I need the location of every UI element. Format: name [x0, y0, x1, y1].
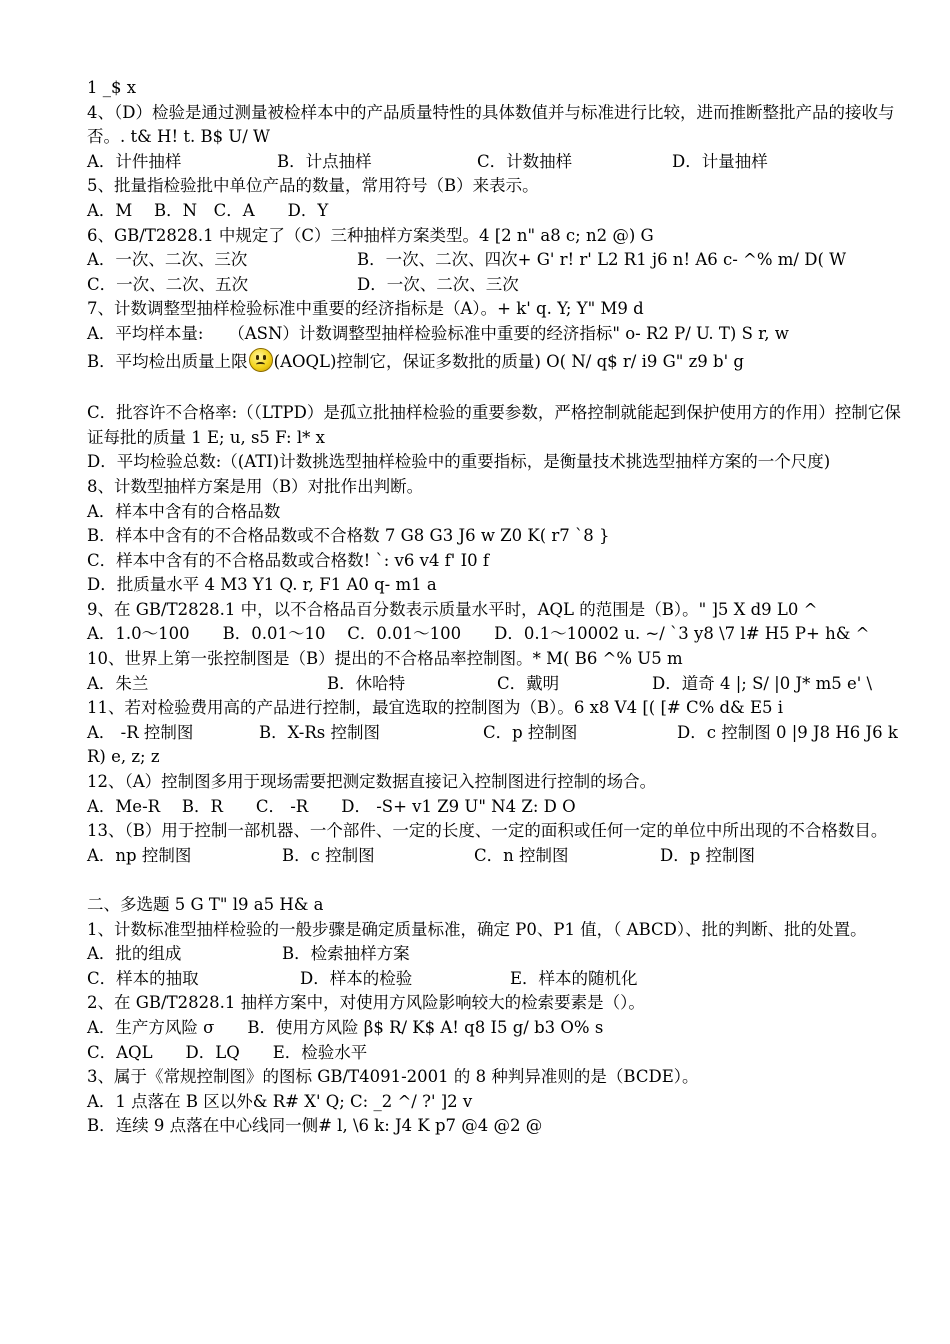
option-a: A．np 控制图 [87, 845, 192, 865]
question-12-stem: 12、（A）控制图多用于现场需要把测定数据直接记入控制图进行控制的场合。 [87, 772, 657, 792]
question-11-stem: 11、若对检验费用高的产品进行控制，最宜选取的控制图为（B）。6 x8 V4 [( [# C% d& E5 i [87, 698, 784, 718]
question-8-option-a: A．样本中含有的合格品数 [87, 501, 281, 521]
multi-question-3-option-b: B．连续 9 点落在中心线同一侧# l, \6 k: J4 K p7 @4 @2 @ [87, 1116, 543, 1136]
question-8-option-d: D．批质量水平 4 M3 Y1 Q. r, F1 A0 q- m1 a [87, 575, 437, 595]
option-a: A．一次、二次、三次 [87, 250, 248, 270]
question-12-options: A．Me-R B．R C． -R D． -S+ v1 Z9 U" N4 Z: D O [87, 796, 576, 816]
question-9-stem: 9、在 GB/T2828.1 中，以不合格品百分数表示质量水平时，AQL 的范围是（B）。" ]5 X d9 L0 ^ [87, 599, 818, 619]
option-c: C．计数抽样 [477, 151, 573, 171]
spacer [87, 868, 907, 893]
option-a: A．计件抽样 [87, 151, 182, 171]
option-d: D．计量抽样 [672, 151, 768, 171]
multi-question-1-options-ab [87, 942, 907, 967]
question-8-stem: 8、计数型抽样方案是用（B）对批作出判断。 [87, 476, 424, 496]
question-7-option-c: C．批容许不合格率:（（LTPD）是孤立批抽样检验的重要参数，严格控制就能起到保护使用方的作用）控制它保证每批的质量 1 E; u, s5 F: l* x [87, 403, 901, 447]
question-8-option-b: B．样本中含有的不合格品数或不合格数 7 G8 G3 J6 w Z0 K( r7 `8 } [87, 526, 610, 546]
question-10-options [87, 672, 907, 697]
option-c: C．样本的抽取 [87, 968, 199, 988]
question-5-options: A．M B．N C．A D．Y [87, 200, 329, 220]
spacer [87, 377, 907, 402]
multi-question-1-stem: 1、计数标准型抽样检验的一般步骤是确定质量标准，确定 P0、P1 值，（ ABCD）、批的判断、批的处置。 [87, 919, 867, 939]
question-6-stem: 6、GB/T2828.1 中规定了（C）三种抽样方案类型。4 [2 n" a8 c; n2 @) G [87, 225, 654, 245]
question-10-stem: 10、世界上第一张控制图是（B）提出的不合格品率控制图。* M( B6 ^% U5 m [87, 649, 683, 669]
multi-question-1-options-cde [87, 967, 907, 992]
header-line: 1 _$ x [87, 78, 137, 97]
option-a: A．朱兰 [87, 673, 149, 693]
question-13-stem: 13、（B）用于控制一部机器、一个部件、一定的长度、一定的面积或任何一定的单位中所出现的不合格数目。 [87, 821, 888, 841]
multi-question-2-options-ab: A．生产方风险 σ B．使用方风险 β$ R/ K$ A! q8 I5 g/ b3 O% s [87, 1017, 604, 1037]
question-4-stem: 4、（D）检验是通过测量被检样本中的产品质量特性的具体数值并与标准进行比较，进而推断整批产品的接收与否。. t& H! t. B$ U/ W [87, 102, 895, 147]
multi-question-2-stem: 2、在 GB/T2828.1 抽样方案中，对使用方风险影响较大的检索要素是（）。 [87, 993, 645, 1013]
question-6-options-cd [87, 273, 907, 298]
option-a: A． -R 控制图 [87, 722, 194, 742]
option-d: D．一次、二次、三次 [357, 274, 519, 294]
confused-smiley-icon [249, 348, 273, 372]
option-d: D．道奇 4 |; S/ |0 J* m5 e' \ [652, 673, 873, 693]
question-6-options-ab [87, 248, 907, 273]
multi-question-3-stem: 3、属于《常规控制图》的图标 GB/T4091-2001 的 8 种判异准则的是（BCDE）。 [87, 1067, 699, 1087]
option-d: D．样本的检验 [300, 968, 413, 988]
question-13-options [87, 844, 907, 869]
section-2-title: 二、多选题 5 G T" l9 a5 H& a [87, 895, 324, 914]
question-5-stem: 5、批量指检验批中单位产品的数量，常用符号（B）来表示。 [87, 176, 539, 196]
question-7-stem: 7、计数调整型抽样检验标准中重要的经济指标是（A）。+ k' q. Y; Y" M9 d [87, 299, 644, 319]
option-b: B．休哈特 [327, 673, 406, 693]
option-d: D．p 控制图 [660, 845, 756, 865]
option-b: B．计点抽样 [277, 151, 372, 171]
option-b: B．检索抽样方案 [282, 944, 410, 964]
option-e: E．样本的随机化 [510, 968, 638, 988]
question-9-options: A．1.0～100 B．0.01～10 C．0.01～100 D．0.1～10002 u. ~/ `3 y8 \7 l# H5 P+ h& ^ [87, 624, 870, 644]
question-7-option-b [87, 347, 907, 377]
question-4-options [87, 150, 907, 175]
option-a: A．批的组成 [87, 944, 182, 964]
question-7-option-d: D．平均检验总数:（(ATI)计数挑选型抽样检验中的重要指标，是衡量技术挑选型抽样方案的一个尺度) [87, 452, 831, 472]
multi-question-2-options-cde: C．AQL D．LQ E．检验水平 [87, 1042, 368, 1062]
question-8-option-c: C．样本中含有的不合格品数或合格数! `: v6 v4 f' I0 f [87, 550, 489, 570]
question-7-option-a: A．平均样本量: （ASN）计数调整型抽样检验标准中重要的经济指标" o- R2 P/ U. T) S r, w [87, 323, 789, 343]
multi-question-3-option-a: A．1 点落在 B 区以外& R# X' Q; C: _2 ^/ ?' ]2 v [87, 1091, 473, 1111]
question-11-options [87, 721, 907, 770]
option-c: C．戴明 [497, 673, 560, 693]
option-b: B．X-Rs 控制图 [259, 722, 380, 742]
option-c: C．n 控制图 [474, 845, 569, 865]
option-c: C．一次、二次、五次 [87, 274, 249, 294]
option-b-text-pre: B．平均检出质量上限 [87, 351, 248, 371]
document-body [87, 76, 907, 1139]
option-b-text-post: (AOQL)控制它，保证多数批的质量) O( N/ q$ r/ i9 G" z9 b' g [273, 351, 744, 371]
option-d: D．c 控制图 0 |9 J8 H6 J6 k R) e, z; z [87, 722, 898, 767]
option-b: B．c 控制图 [282, 845, 375, 865]
option-b: B．一次、二次、四次+ G' r! r' L2 R1 j6 n! A6 c- ^% m/ D( W [357, 250, 847, 270]
option-c: C．p 控制图 [483, 722, 578, 742]
